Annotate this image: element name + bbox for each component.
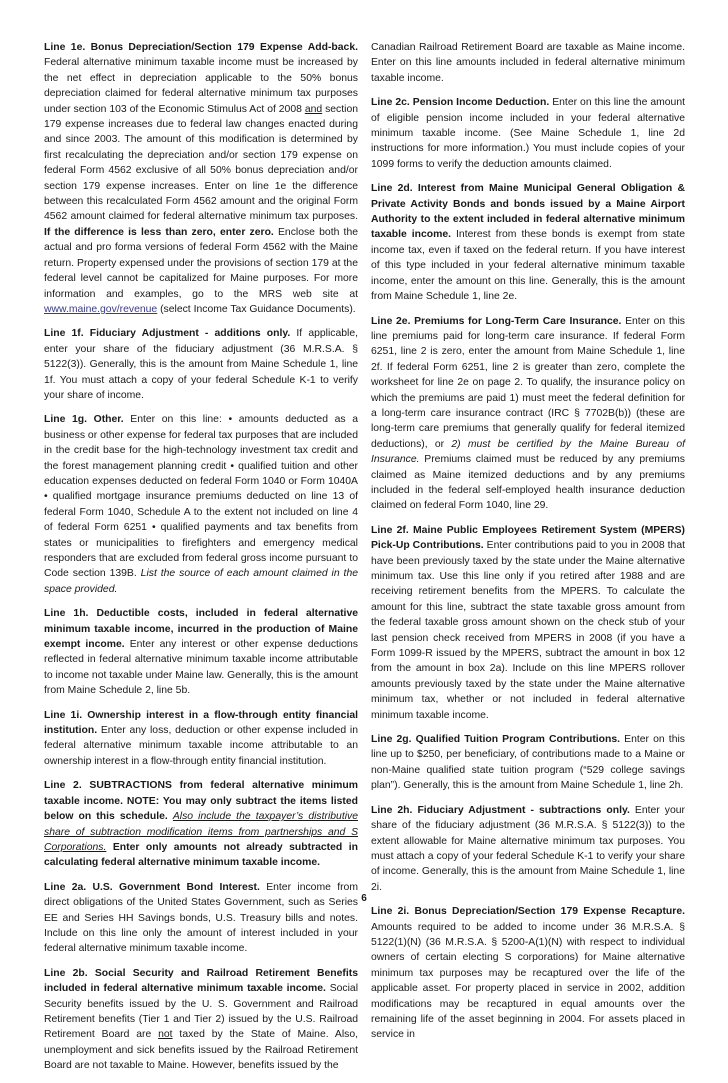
paragraph-line-2b-cont: [371, 40, 685, 86]
body-text: Enter any loss, deduction or other expense included in federal alternative minimum taxable income attributable to an ownership interest in a flow-through entity financial institution.: [44, 725, 358, 767]
underlined-text: and: [304, 103, 323, 115]
website-link[interactable]: www.maine.gov/revenue: [44, 303, 158, 315]
paragraph-line-2: [44, 778, 358, 870]
paragraph-line-1f: [44, 326, 358, 403]
underlined-text: not: [158, 1029, 173, 1041]
document-page: [44, 40, 689, 1072]
paragraph-heading: Line 1h. Deductible costs, included in federal alternative minimum taxable income, incurred in the production of Maine exempt income.: [44, 608, 358, 651]
body-text: Social Security benefits issued by the U. S. Government and Railroad Retirement benefits (Tier 1 and Tier 2) issued by the U.S. Railroad Retirement Board are: [44, 983, 358, 1041]
body-text: taxed by the State of Maine. Also, unemployment and sick benefits issued by the Railroad Retirement Board are not taxable to Maine. However, benefits issued by the: [44, 1029, 359, 1072]
paragraph-heading: Line 2h. Fiduciary Adjustment - subtractions only.: [371, 804, 630, 816]
body-text: Enter contributions paid to you in 2008 that have been previously taxed by the state under the Maine alternative minimum tax. Use this line only if you retired after 1988 and are receiving retirement benefits from the MPERS. To calculate the amount for this line, subtract the state taxable gross amount from the federal taxable gross amount shown on the check stub of your last pension check received from MPERS in 2008 (if you have a Form 1099-R issued by the MPERS, subtract the amount in box 12 from the amount in box 2a). Include on this line MPERS rollover amounts previously taxed by the state under the Maine alternative minimum tax, whether or not included in federal alternative minimum taxable income.: [371, 540, 685, 721]
paragraph-line-2b: [44, 966, 358, 1074]
paragraph-line-2d: [371, 181, 685, 304]
paragraph-line-2f: [371, 523, 685, 723]
paragraph-line-1i: [44, 708, 358, 770]
body-text: If applicable, enter your share of the fiduciary adjustment (36 M.R.S.A. § 5122(3)). Generally, this is the amount from Maine Schedule 1, line 1f. You must attach a copy of your federal Schedule K-1 to verify your share of income.: [44, 328, 358, 401]
paragraph-line-2g: [371, 732, 685, 794]
paragraph-line-2c: [371, 95, 685, 172]
paragraph-line-2a: [44, 880, 358, 957]
paragraph-heading: Line 2. SUBTRACTIONS from federal alternative minimum taxable income. NOTE: You may only subtract the items listed below on this schedule.: [44, 780, 358, 823]
italic-underlined-text: Also include the taxpayer’s distributive share of subtraction modification items from partnerships and S Corporations.: [44, 811, 359, 853]
body-text: Premiums claimed must be reduced by any premiums claimed as Maine itemized deductions and by any premiums included in the federal self-employed health insurance deduction claimed on federal Form 1040, line 29.: [371, 454, 685, 512]
paragraph-heading: If the difference is less than zero, enter zero.: [44, 226, 274, 238]
paragraph-line-1g: [44, 412, 358, 597]
paragraph-heading: Line 2g. Qualified Tuition Program Contributions.: [371, 734, 621, 746]
body-text: Enter your share of the fiduciary adjustment (36 M.R.S.A. § 5122(3)) to the extent allowable for Maine alternative minimum tax purposes. You must attach a copy of your federal Schedule K-1 to verify your share of income. Generally, this is the amount from Maine Schedule 1, line 2i.: [371, 804, 685, 893]
left-column: [44, 40, 358, 1083]
paragraph-heading: Line 1g. Other.: [44, 414, 124, 426]
paragraph-heading: Line 1e. Bonus Depreciation/Section 179 Expense Add-back.: [44, 42, 358, 53]
paragraph-heading: Line 2i. Bonus Depreciation/Section 179 Expense Recapture.: [371, 906, 685, 918]
italic-text: 2) must be certified by the Maine Bureau of Insurance.: [371, 438, 685, 466]
paragraph-line-2h: [371, 803, 685, 895]
paragraph-line-2e: [371, 314, 685, 514]
paragraph-heading: Line 2d. Interest from Maine Municipal General Obligation & Private Activity Bonds and bonds issued by a Maine Airport Authority to the extent included in federal alternative minimum taxable income.: [371, 183, 685, 241]
body-text: Enter any interest or other expense deductions reflected in federal alternative minimum taxable income attributable to income not taxable under Maine law. Generally, this is the amount from Maine Schedule 2, line 5b.: [44, 639, 359, 697]
body-text: Federal alternative minimum taxable income must be increased by the net effect in depreciation applicable to the 50% bonus depreciation claimed for federal alternative minimum tax purposes under section 103 of the Economic Stimulus Act of 2008: [44, 57, 358, 115]
italic-text: List the source of each amount claimed in the space provided.: [44, 568, 358, 595]
page-number: 6: [361, 893, 367, 904]
paragraph-heading: Enter only amounts not already subtracted in calculating federal alternative minimum taxable income.: [44, 841, 358, 869]
body-text: section 179 expense increases due to federal law changes enacted during and since 2003. The amount of this modification is determined by first recalculating the depreciation and/or section 179 expense on federal Form 4562 exclusive of all 50% bonus depreciation and/or section 179 expense increases. Enter on line 1e the difference between this recalculated Form 4562 amount and the original Form 4562 amount claimed for federal alternative minimum tax purposes.: [44, 103, 358, 223]
paragraph-line-2i: [371, 904, 685, 1043]
paragraph-line-1e: [44, 40, 358, 317]
body-text: Amounts required to be added to income under 36 M.R.S.A. § 5122(1)(N) (36 M.R.S.A. § 5200-A(1)(N) with respect to individual owners of certain electing S corporations) for Maine alternative minimum tax purposes may be recaptured over the life of the applicable asset. For property placed in service in 2002, addition modifications may be recaptured in equal amounts over the remaining life of the asset beginning in 2004. For assets placed in service in: [371, 921, 685, 1041]
body-text: Enter on this line the amount of eligible pension income included in your federal alternative minimum taxable income. (See Maine Schedule 1, line 2d instructions for more information.) You must include copies of your 1099 forms to verify the deduction amounts claimed.: [371, 97, 685, 170]
paragraph-heading: Line 2a. U.S. Government Bond Interest.: [44, 881, 260, 893]
body-text: Enter on this line: • amounts deducted as a business or other expense for federal tax purposes that are included in the credit base for the high-technology investment tax credit and the forest management planning credit • qualified tuition and other education expenses deducted on federal Form 1040 or Form 1040A • qualified mortgage insurance premiums deducted on line 13 of federal Form 1040, Schedule A to the extent not included on line 4 of federal Form 6251 • qualified payments and tax benefits from states or municipalities to firefighters and emergency medical responders that are excluded from federal gross income pursuant to Code section 139B.: [44, 414, 358, 580]
body-text: Enter on this line premiums paid for long-term care insurance. If federal Form 6251, line 2 is zero, enter the amount from Maine Schedule 1, line 2f. If federal Form 6251, line 2 is greater than zero, complete the worksheet for line 2e on page 2. To qualify, the insurance policy on which the premiums are paid 1) must meet the federal definition for a long-term care insurance contract (IRC § 7702B(b)) (these are long-term care premiums that generally qualify for federal itemized deductions), or: [371, 315, 685, 450]
paragraph-line-1h: [44, 606, 358, 698]
paragraph-heading: Line 2b. Social Security and Railroad Retirement Benefits included in federal alternative minimum taxable income.: [44, 967, 358, 995]
paragraph-heading: Line 2e. Premiums for Long-Term Care Insurance.: [371, 315, 622, 327]
paragraph-heading: Line 2f. Maine Public Employees Retirement System (MPERS) Pick-Up Contributions.: [371, 524, 685, 552]
paragraph-heading: Line 1i. Ownership interest in a flow-through entity financial institution.: [44, 709, 358, 737]
paragraph-heading: Line 2c. Pension Income Deduction.: [371, 97, 550, 109]
body-text: Enclose both the actual and pro forma versions of federal Form 4562 with the Maine return. Property expensed under the provisions of section 179 at the federal level cannot be capitalized for Maine purposes. For more information and examples, go to the MRS web site at: [44, 226, 359, 300]
body-text: Interest from these bonds is exempt from state income tax, even if taxed on the federal return. If you have interest of this type included in your federal alternative minimum taxable income, enter the amount on this line. Generally, this is the amount from Maine Schedule 1, line 2e.: [371, 229, 685, 303]
body-text: Enter on this line up to $250, per beneficiary, of contributions made to a Maine or non-Maine qualified state tuition program (“529 college savings plan”). Generally, this is the amount from Maine Schedule 1, line 2h.: [371, 734, 685, 792]
body-text: Enter income from direct obligations of the United States Government, such as Series EE and Series HH Savings bonds, U.S. Treasury bills and notes. Include on this line only the amount of interest included in your federal alternative minimum taxable income.: [44, 881, 358, 955]
paragraph-heading: Line 1f. Fiduciary Adjustment - additions only.: [44, 328, 291, 340]
body-text: Canadian Railroad Retirement Board are taxable as Maine income. Enter on this line amounts included in federal alternative minimum taxable income.: [371, 42, 685, 84]
body-text: (select Income Tax Guidance Documents).: [157, 303, 356, 315]
